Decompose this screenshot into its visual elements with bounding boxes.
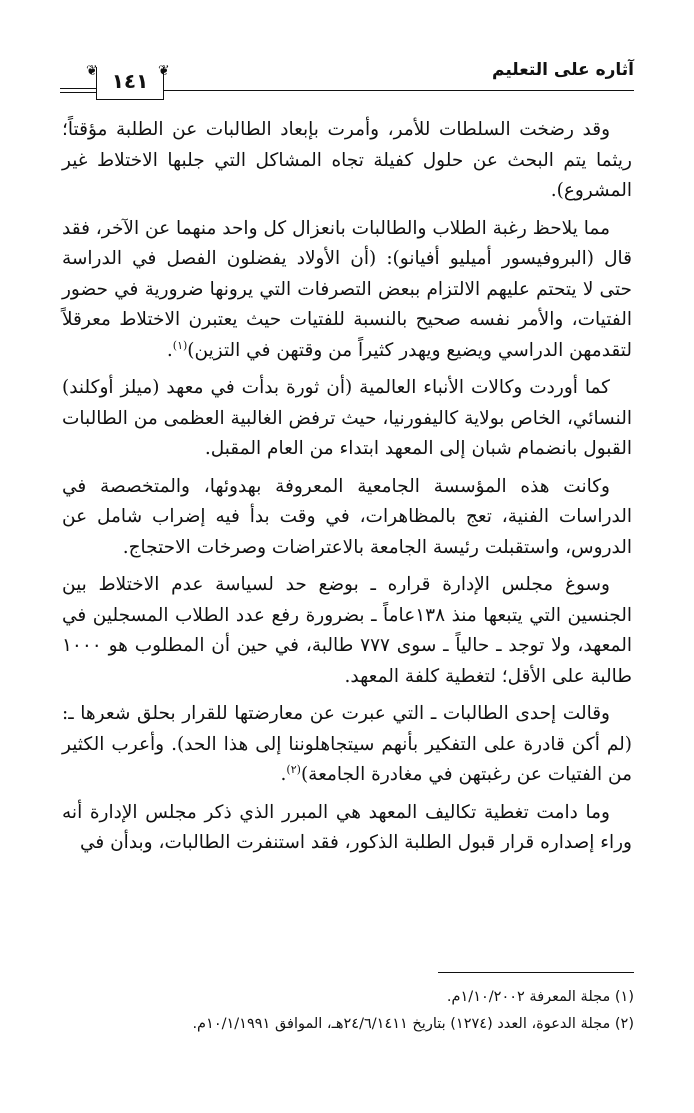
footnote-1: (١) مجلة المعرفة ١/١٠/٢٠٠٢م. [446,989,634,1005]
footnote-separator [438,972,634,973]
footnote-ref-1[interactable]: (١) [172,338,188,352]
header-rule-left [60,88,96,89]
paragraph-5: وسوغ مجلس الإدارة قراره ـ بوضع حد لسياسة عدم الاختلاط بين الجنسين التي يتبعها منذ ١٣٨عاماً ـ بضرورة رفع عدد الطلاب المسجلين في المعهد، ولا توجد ـ حالياً ـ سوى ٧٧٧ طالبة، في حين أن المطلوب هو ١٠٠٠ طالبة على الأقل؛ لتغطية كلفة المعهد. [62,574,632,687]
footnote-ref-2[interactable]: (٢) [286,762,301,776]
paragraph-6: وقالت إحدى الطالبات ـ التي عبرت عن معارضتها للقرار بحلق شعرها ـ: (لم أكن قادرة على التفكير بأنهم سيتجاهلوننا إلى هذا الحد). وأعرب الكثير من الفتيات عن رغبتهن في مغادرة الجامعة)$^{(٢)}$. [62,703,632,785]
paragraph-2: مما يلاحظ رغبة الطلاب والطالبات بانعزال كل واحد منهما عن الآخر، فقد قال (البروفيسور أميليو أفيانو): (أن الأولاد يفضلون الفصل في الدراسة حتى لا يتحتم عليهم الالتزام ببعض التصرفات التي يرونها ضرورية في حضور الفتيات، والأمر نفسه صحيح بالنسبة للفتيات حيث يعتبرن الاختلاط معرقلاً لتقدمهن الدراسي ويضيع ويهدر كثيراً من وقتهن في التزين)$^{(١)}$. [62,217,632,361]
header-rule-right [164,90,634,91]
body-text [62,115,632,866]
paragraph-1: وقد رضخت السلطات للأمر، وأمرت بإبعاد الطالبات عن الطلبة مؤقتاً؛ ريثما يتم البحث عن حلول كفيلة تجاه المشاكل التي جلبها الاختلاط غير المشروع). [62,119,632,201]
paragraph-7: وما دامت تغطية تكاليف المعهد هي المبرر الذي ذكر مجلس الإدارة أنه وراء إصداره قرار قبول الطلبة الذكور، فقد استنفرت الطالبات، وبدأن في [62,801,632,853]
running-title: آثاره على التعليم [492,60,634,80]
paragraph-4: وكانت هذه المؤسسة الجامعية المعروفة بهدوئها، والمتخصصة في الدراسات الفنية، تعج بالمظاهرات، في وقت بدأ فيه إضراب شامل عن الدروس، واستقبلت رئيسة الجامعة بالاعتراضات وصرخات الاحتجاج. [62,475,632,558]
page-number: ١٤١ [111,69,149,93]
flourish-right-icon: ❦ [158,63,170,79]
paragraph-3: كما أوردت وكالات الأنباء العالمية (أن ثورة بدأت في معهد (ميلز أوكلند) النسائي، الخاص بولاية كاليفورنيا، حيث ترفض الغالبية العظمى من الطالبات القبول بانضمام شبان إلى المعهد ابتداء من العام المقبل. [62,377,632,459]
footnote-2: (٢) مجلة الدعوة، العدد (١٢٧٤) بتاريخ ٢٤/٦/١٤١١هـ، الموافق ١٠/١/١٩٩١م. [192,1016,634,1032]
footnotes [60,984,634,1038]
header-rule-left-double [60,92,96,93]
flourish-left-icon: ❦ [86,63,98,79]
page-number-box [96,67,164,100]
